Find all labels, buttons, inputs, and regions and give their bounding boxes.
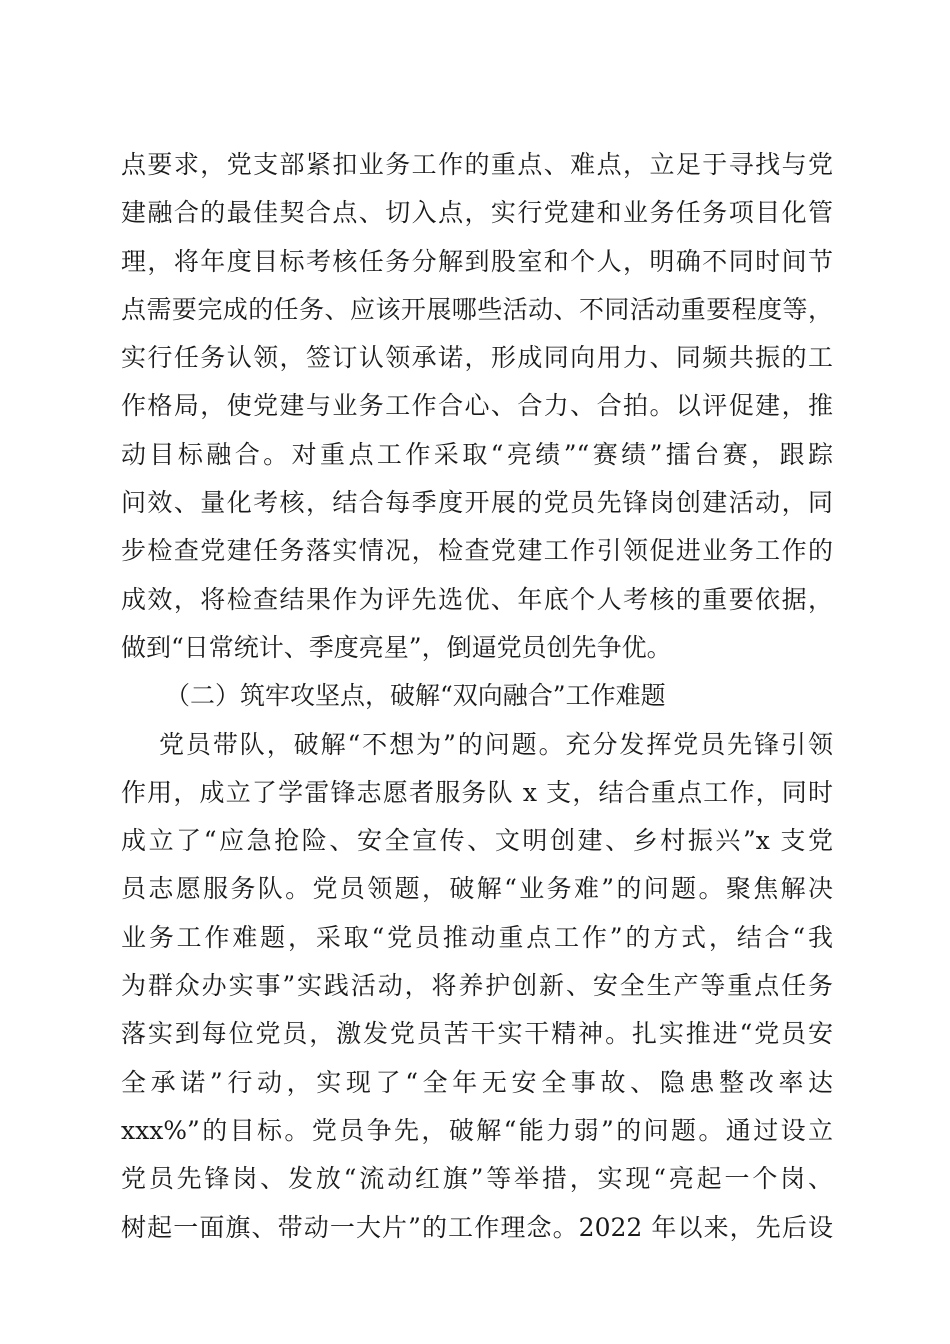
paragraph-line: 员志愿服务队。党员领题，破解“业务难”的问题。聚焦解决 xyxy=(121,874,833,904)
paragraph-line: 作格局，使党建与业务工作合心、合力、合拍。以评促建，推 xyxy=(121,391,833,421)
paragraph-line: 点需要完成的任务、应该开展哪些活动、不同活动重要程度等， xyxy=(121,294,833,324)
paragraph-line: 党员先锋岗、发放“流动红旗”等举措，实现“亮起一个岗、 xyxy=(121,1164,833,1194)
paragraph-line: 作用，成立了学雷锋志愿者服务队 x 支，结合重点工作，同时 xyxy=(121,777,833,807)
paragraph-line: 实行任务认领，签订认领承诺，形成同向用力、同频共振的工 xyxy=(121,343,833,373)
paragraph-line: 点要求，党支部紧扣业务工作的重点、难点，立足于寻找与党 xyxy=(121,150,833,179)
section-heading: （二）筑牢攻坚点，破解“双向融合”工作难题 xyxy=(165,681,666,711)
paragraph-line: 步检查党建任务落实情况，检查党建工作引领促进业务工作的 xyxy=(121,536,833,566)
paragraph-line: 成效，将检查结果作为评先选优、年底个人考核的重要依据， xyxy=(121,584,833,614)
paragraph-line: 成立了“应急抢险、安全宣传、文明创建、乡村振兴”x 支党 xyxy=(121,826,833,856)
paragraph-line: 树起一面旗、带动一大片”的工作理念。2022 年以来，先后设 xyxy=(121,1212,833,1242)
paragraph-line: 理，将年度目标考核任务分解到股室和个人，明确不同时间节 xyxy=(121,246,833,276)
paragraph-line: 业务工作难题，采取“党员推动重点工作”的方式，结合“我 xyxy=(121,922,833,952)
paragraph-line: 做到“日常统计、季度亮星”，倒逼党员创先争优。 xyxy=(121,632,672,662)
paragraph-line: 问效、量化考核，结合每季度开展的党员先锋岗创建活动，同 xyxy=(121,488,833,518)
paragraph-line: xxx%”的目标。党员争先，破解“能力弱”的问题。通过设立 xyxy=(121,1115,833,1145)
paragraph-line: 动目标融合。对重点工作采取“亮绩”“赛绩”擂台赛，跟踪 xyxy=(121,439,833,469)
paragraph-line: 落实到每位党员，激发党员苦干实干精神。扎实推进“党员安 xyxy=(121,1019,833,1049)
paragraph-line: 全承诺”行动，实现了“全年无安全事故、隐患整改率达 xyxy=(121,1067,833,1097)
document-body xyxy=(121,141,833,1252)
paragraph-line: 为群众办实事”实践活动，将养护创新、安全生产等重点任务 xyxy=(121,971,833,1001)
paragraph-line: 建融合的最佳契合点、切入点，实行党建和业务任务项目化管 xyxy=(121,198,833,228)
paragraph-line: 党员带队，破解“不想为”的问题。充分发挥党员先锋引领 xyxy=(159,729,833,759)
